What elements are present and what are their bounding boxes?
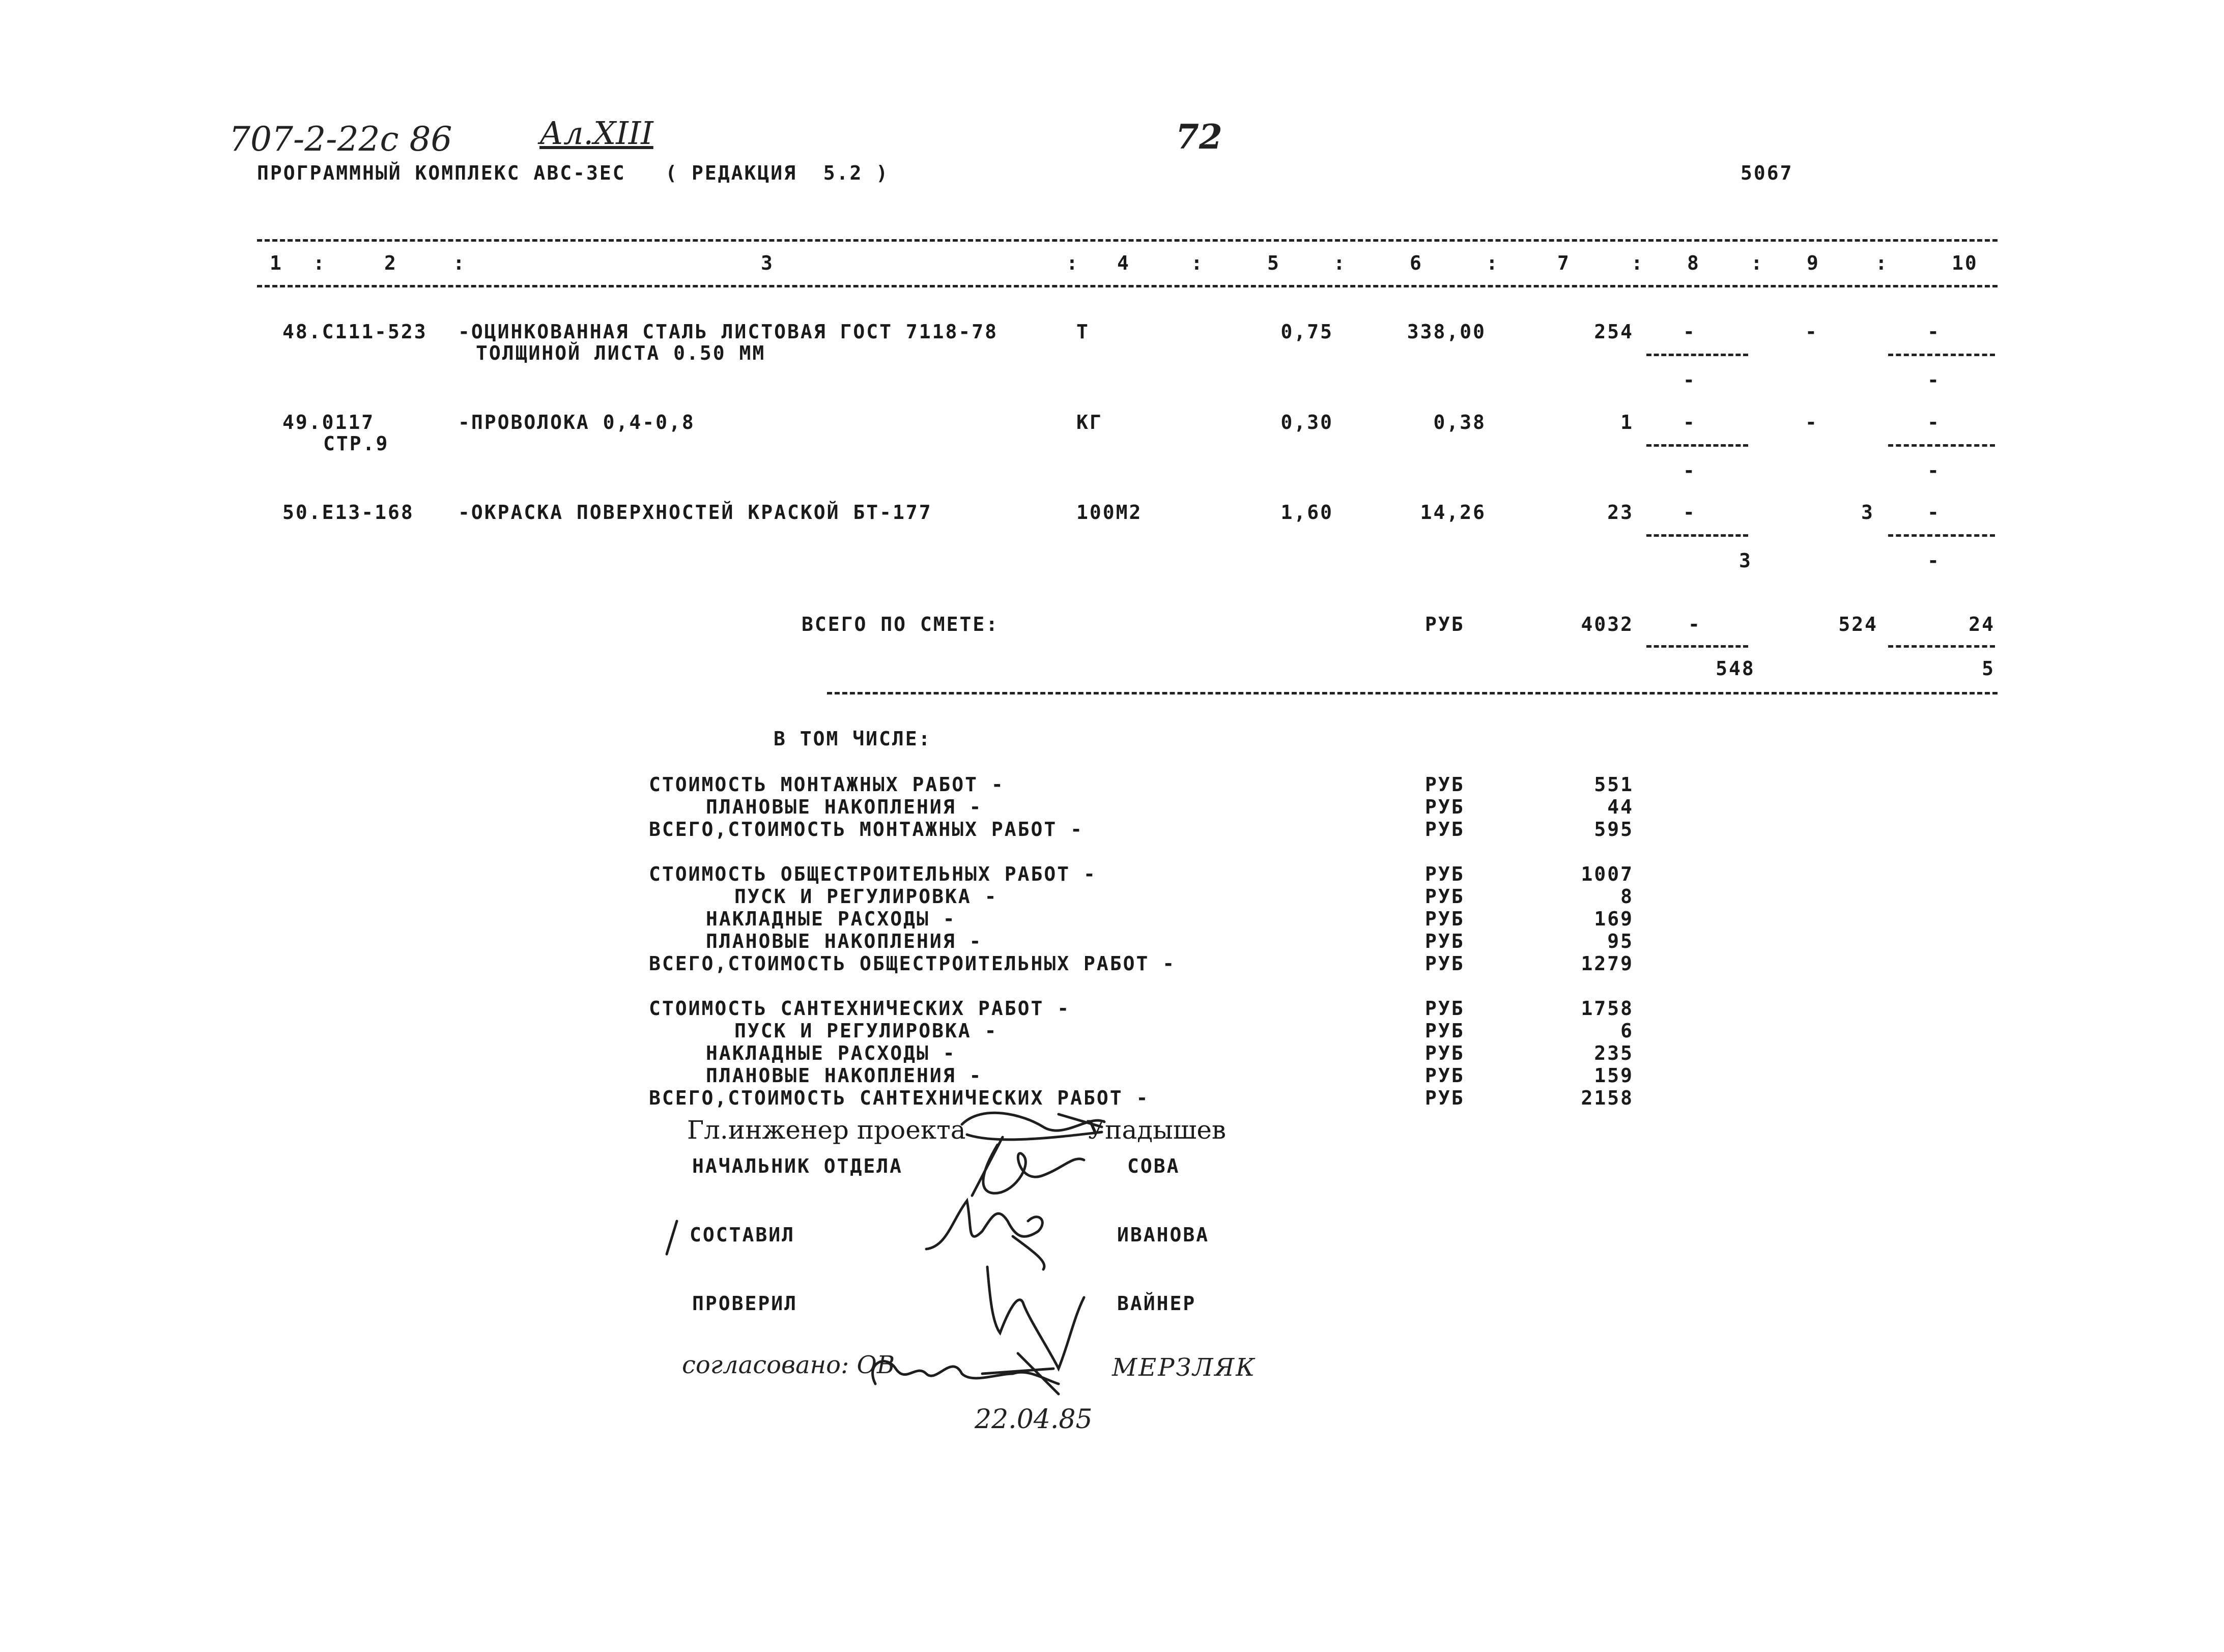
breakdown-value: 159	[1594, 1064, 1634, 1087]
breakdown-unit: РУБ	[1425, 952, 1465, 975]
breakdown-label: ВСЕГО,СТОИМОСТЬ ОБЩЕСТРОИТЕЛЬНЫХ РАБОТ -	[649, 952, 1176, 975]
breakdown-unit: РУБ	[1425, 1042, 1465, 1064]
column-separator: :	[313, 252, 326, 274]
breakdown-label: СТОИМОСТЬ ОБЩЕСТРОИТЕЛЬНЫХ РАБОТ -	[649, 863, 1097, 885]
page-number: 72	[1176, 117, 1222, 157]
row-c10-bottom: -	[1927, 459, 1941, 482]
total-c10-bottom: 5	[1982, 657, 1995, 680]
breakdown-value: 169	[1594, 908, 1634, 930]
total-c8-bottom: 548	[1716, 657, 1755, 680]
program-title: ПРОГРАММНЫЙ КОМПЛЕКС АВС-ЗЕС ( РЕДАКЦИЯ 5.2 )	[257, 162, 890, 184]
column-separator: :	[1066, 252, 1079, 274]
row-name: -ОКРАСКА ПОВЕРХНОСТЕЙ КРАСКОЙ БТ-177	[458, 501, 932, 524]
breakdown-unit: РУБ	[1425, 773, 1465, 796]
column-separator: :	[1486, 252, 1499, 274]
signature-dept-head	[972, 1137, 1084, 1196]
doc-code: 707-2-22с 86	[229, 120, 452, 159]
breakdown-unit: РУБ	[1425, 1020, 1465, 1042]
breakdown-value: 551	[1594, 773, 1634, 796]
row-quantity: 1,60	[1280, 501, 1333, 524]
row-c8-top: -	[1683, 411, 1696, 433]
signature-checker	[987, 1267, 1084, 1369]
breakdown-label: СТОИМОСТЬ МОНТАЖНЫХ РАБОТ -	[649, 773, 1005, 796]
row-reference: СТР.9	[323, 432, 389, 455]
row-c9: -	[1805, 411, 1818, 433]
column-separator: :	[1751, 252, 1764, 274]
row-price: 14,26	[1420, 501, 1486, 524]
row-quantity: 0,30	[1280, 411, 1333, 433]
row-c8-top: -	[1683, 321, 1696, 343]
breakdown-label: НАКЛАДНЫЕ РАСХОДЫ -	[706, 908, 956, 930]
row-number: 48.С111-523	[282, 321, 427, 343]
breakdown-value: 44	[1607, 796, 1634, 818]
row-c8-top: -	[1683, 501, 1696, 524]
dept-head-name: СОВА	[1127, 1155, 1180, 1177]
agreed-role: согласовано: ОВ	[682, 1351, 895, 1379]
breakdown-value: 1007	[1581, 863, 1634, 885]
column-header-7: 7	[1557, 252, 1571, 274]
column-separator: :	[1191, 252, 1204, 274]
breakdown-unit: РУБ	[1425, 796, 1465, 818]
chief-engineer-name: Упадышев	[1087, 1115, 1227, 1145]
total-c10-top: 24	[1969, 613, 1995, 635]
row-number: 49.0117	[282, 411, 375, 433]
row-name: -ОЦИНКОВАННАЯ СТАЛЬ ЛИСТОВАЯ ГОСТ 7118-78	[458, 321, 998, 343]
signature-agreed	[873, 1353, 1059, 1394]
signature-chief-engineer	[962, 1113, 1104, 1140]
row-c9: 3	[1861, 501, 1874, 524]
breakdown-label: ПЛАНОВЫЕ НАКОПЛЕНИЯ -	[706, 796, 983, 818]
row-name: -ПРОВОЛОКА 0,4-0,8	[458, 411, 695, 433]
checked-role: ПРОВЕРИЛ	[692, 1292, 798, 1315]
total-c8-top: -	[1688, 613, 1701, 635]
breakdown-label: ПУСК И РЕГУЛИРОВКА -	[734, 885, 998, 908]
compiled-role: СОСТАВИЛ	[690, 1224, 795, 1246]
breakdown-label: ПЛАНОВЫЕ НАКОПЛЕНИЯ -	[706, 930, 983, 952]
row-unit: Т	[1076, 321, 1090, 343]
column-header-6: 6	[1410, 252, 1423, 274]
row-c10-bottom: -	[1927, 369, 1941, 391]
total-label: ВСЕГО ПО СМЕТЕ:	[802, 613, 1000, 635]
dept-head-role: НАЧАЛЬНИК ОТДЕЛА	[692, 1155, 903, 1177]
breakdown-label: ВСЕГО,СТОИМОСТЬ МОНТАЖНЫХ РАБОТ -	[649, 818, 1084, 841]
breakdown-unit: РУБ	[1425, 908, 1465, 930]
breakdown-unit: РУБ	[1425, 1064, 1465, 1087]
row-c10-top: -	[1927, 501, 1941, 524]
row-total: 23	[1607, 501, 1634, 524]
breakdown-value: 2158	[1581, 1087, 1634, 1109]
row-unit: 100М2	[1076, 501, 1143, 524]
column-header-5: 5	[1267, 252, 1280, 274]
breakdown-label: ПУСК И РЕГУЛИРОВКА -	[734, 1020, 998, 1042]
row-c8-bottom: -	[1683, 459, 1696, 482]
row-number: 50.Е13-168	[282, 501, 414, 524]
breakdown-unit: РУБ	[1425, 863, 1465, 885]
chief-engineer-role: Гл.инженер проекта	[687, 1115, 966, 1145]
agreed-name: МЕРЗЛЯК	[1112, 1353, 1257, 1382]
column-header-2: 2	[384, 252, 397, 274]
total-unit: РУБ	[1425, 613, 1465, 635]
breakdown-unit: РУБ	[1425, 885, 1465, 908]
breakdown-label: ВСЕГО,СТОИМОСТЬ САНТЕХНИЧЕСКИХ РАБОТ -	[649, 1087, 1150, 1109]
column-separator: :	[1333, 252, 1347, 274]
column-separator: :	[1631, 252, 1644, 274]
column-separator: :	[1875, 252, 1889, 274]
breakdown-label: СТОИМОСТЬ САНТЕХНИЧЕСКИХ РАБОТ -	[649, 997, 1071, 1020]
breakdown-value: 8	[1620, 885, 1634, 908]
total-c9: 524	[1838, 613, 1878, 635]
breakdown-unit: РУБ	[1425, 818, 1465, 841]
breakdown-label: ПЛАНОВЫЕ НАКОПЛЕНИЯ -	[706, 1064, 983, 1087]
breakdown-value: 595	[1594, 818, 1634, 841]
row-c10-bottom: -	[1927, 549, 1941, 572]
breakdown-value: 235	[1594, 1042, 1634, 1064]
breakdown-unit: РУБ	[1425, 997, 1465, 1020]
checked-name: ВАЙНЕР	[1117, 1292, 1196, 1315]
row-name-cont: ТОЛЩИНОЙ ЛИСТА 0.50 ММ	[476, 342, 766, 364]
column-header-1: 1	[270, 252, 283, 274]
column-separator: :	[453, 252, 466, 274]
album-number: Ал.XIII	[539, 114, 653, 152]
column-header-9: 9	[1807, 252, 1820, 274]
row-c10-top: -	[1927, 411, 1941, 433]
row-c10-top: -	[1927, 321, 1941, 343]
breakdown-unit: РУБ	[1425, 930, 1465, 952]
row-c8-bottom: -	[1683, 369, 1696, 391]
row-c9: -	[1805, 321, 1818, 343]
column-header-3: 3	[761, 252, 774, 274]
row-unit: КГ	[1076, 411, 1103, 433]
breakdown-value: 95	[1607, 930, 1634, 952]
column-header-8: 8	[1687, 252, 1700, 274]
including-label: В ТОМ ЧИСЛЕ:	[774, 728, 932, 750]
compiled-name: ИВАНОВА	[1117, 1224, 1210, 1246]
breakdown-value: 1758	[1581, 997, 1634, 1020]
breakdown-value: 6	[1620, 1020, 1634, 1042]
row-price: 338,00	[1407, 321, 1486, 343]
breakdown-unit: РУБ	[1425, 1087, 1465, 1109]
total-sum: 4032	[1581, 613, 1634, 635]
column-header-10: 10	[1952, 252, 1978, 274]
signature-compiler	[667, 1201, 1044, 1269]
agreed-date: 22.04.85	[975, 1404, 1093, 1435]
column-header-4: 4	[1117, 252, 1130, 274]
sheet-id: 5067	[1741, 162, 1793, 184]
row-total: 254	[1594, 321, 1634, 343]
row-c8-bottom: 3	[1739, 549, 1752, 572]
breakdown-label: НАКЛАДНЫЕ РАСХОДЫ -	[706, 1042, 956, 1064]
breakdown-value: 1279	[1581, 952, 1634, 975]
row-total: 1	[1620, 411, 1634, 433]
row-quantity: 0,75	[1280, 321, 1333, 343]
row-price: 0,38	[1433, 411, 1486, 433]
